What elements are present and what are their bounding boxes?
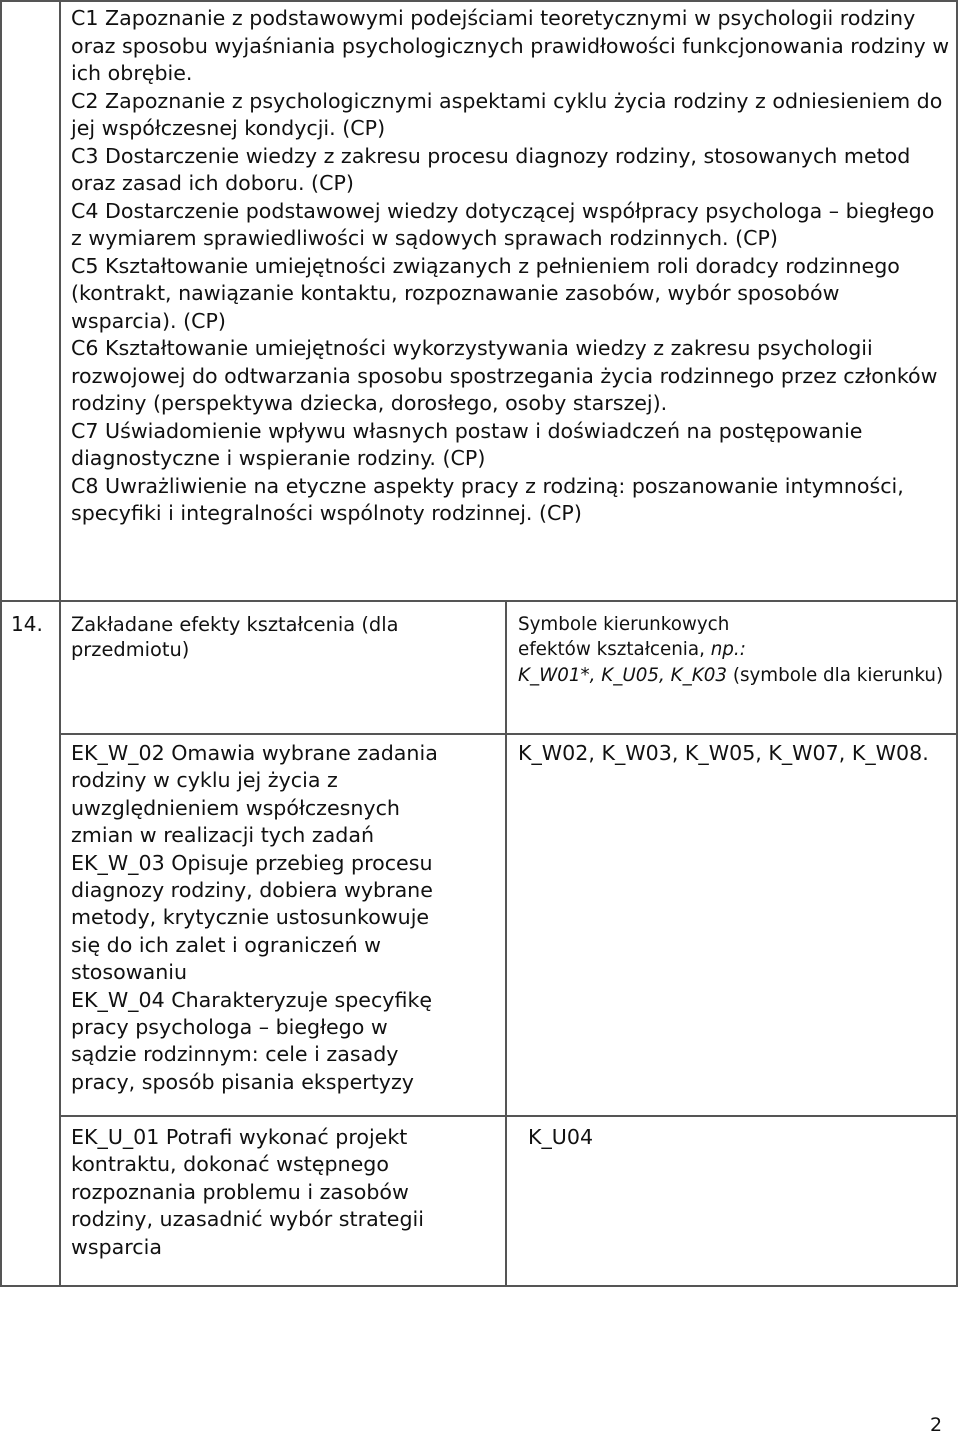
outcome-line: uwzględnieniem współczesnych xyxy=(71,795,400,820)
outcome-line: rozpoznania problemu i zasobów xyxy=(71,1179,409,1204)
symbols-header xyxy=(518,612,948,688)
goal-c7: C7 Uświadomienie wpływu własnych postaw i doświadczeń na postępowanie diagnostyczne i wspieranie rodziny. (CP) xyxy=(71,418,863,470)
goal-c5: C5 Kształtowanie umiejętności związanych z pełnieniem roli doradcy rodzinnego (kontrakt, nawiązanie kontaktu, rozpoznawanie zasobów, wybór sposobów wsparcia). (CP) xyxy=(71,253,900,333)
outcome-line: EK_W_04 Charakteryzuje specyfikę xyxy=(71,987,433,1012)
outcomes-header-label: Zakładane efekty kształcenia (dla przedmiotu) xyxy=(71,613,399,662)
outcome-line: pracy psychologa – biegłego w xyxy=(71,1015,388,1040)
outcome-line: rodziny w cyklu jej życia z xyxy=(71,768,338,793)
table-border-left xyxy=(0,0,2,1287)
goal-c2: C2 Zapoznanie z psychologicznymi aspektami cyklu życia rodziny z odniesieniem do jej współczesnej kondycji. (CP) xyxy=(71,88,943,140)
table-border-right xyxy=(956,0,958,1287)
outcome-row-2 xyxy=(71,1124,491,1261)
symbols-row-2: K_U04 xyxy=(528,1125,594,1149)
outcome-line: pracy, sposób pisania ekspertyzy xyxy=(71,1069,414,1094)
symbols-header-line2: efektów kształcenia, np.: xyxy=(518,639,746,661)
outcome-line: EK_W_02 Omawia wybrane zadania xyxy=(71,741,438,765)
goal-c3: C3 Dostarczenie wiedzy z zakresu procesu diagnozy rodziny, stosowanych metod oraz zasad ich doboru. (CP) xyxy=(71,143,911,195)
outcome-line: stosowaniu xyxy=(71,960,188,985)
course-goals xyxy=(71,5,951,528)
outcome-line: wsparcia xyxy=(71,1234,162,1259)
outcome-line: metody, krytycznie ustosunkowuje xyxy=(71,905,430,930)
goal-c4: C4 Dostarczenie podstawowej wiedzy dotyczącej współpracy psychologa – biegłego z wymiarem sprawiedliwości w sądowych sprawach rodzinnych. (CP) xyxy=(71,198,935,250)
table-divider-row xyxy=(59,1115,958,1117)
table-divider-number xyxy=(59,0,61,1287)
outcome-line: rodziny, uzasadnić wybór strategii xyxy=(71,1207,424,1232)
table-divider-goals xyxy=(0,600,958,602)
symbols-row-1: K_W02, K_W03, K_W05, K_W07, K_W08. xyxy=(518,741,929,765)
outcomes-header xyxy=(71,612,491,662)
table-border-bottom xyxy=(0,1285,958,1287)
symbols-header-line1: Symbole kierunkowych xyxy=(518,614,730,635)
goal-c6: C6 Kształtowanie umiejętności wykorzystywania wiedzy z zakresu psychologii rozwojowej do odtwarzania sposobu spostrzegania życia rodzinnego przez członków rodziny (perspektywa dziecka, dorosłego, osoby starszej). xyxy=(71,336,938,415)
outcome-line: EK_U_01 Potrafi wykonać projekt xyxy=(71,1125,408,1149)
table-divider-header xyxy=(59,733,958,735)
outcome-line: się do ich zalet i ograniczeń w xyxy=(71,932,382,957)
symbols-header-line3: K_W01*, K_U05, K_K03 (symbole dla kierunku) xyxy=(518,664,944,686)
section-number: 14. xyxy=(11,612,43,636)
outcome-line: zmian w realizacji tych zadań xyxy=(71,823,375,848)
page-number: 2 xyxy=(930,1414,943,1436)
outcome-line: diagnozy rodziny, dobiera wybrane xyxy=(71,878,433,903)
outcome-line: EK_W_03 Opisuje przebieg procesu xyxy=(71,850,433,875)
goal-c8: C8 Uwrażliwienie na etyczne aspekty pracy z rodziną: poszanowanie intymności, specyfiki i integralności wspólnoty rodzinnej. (CP) xyxy=(71,473,904,525)
outcome-row-1 xyxy=(71,740,491,1096)
table-divider-symbols xyxy=(505,600,507,1287)
outcome-line: sądzie rodzinnym: cele i zasady xyxy=(71,1042,399,1067)
table-border-top xyxy=(0,0,958,2)
goal-c1: C1 Zapoznanie z podstawowymi podejściami teoretycznymi w psychologii rodziny oraz sposobu wyjaśniania psychologicznych prawidłowości funkcjonowania rodziny w ich obrębie. xyxy=(71,6,950,85)
outcome-line: kontraktu, dokonać wstępnego xyxy=(71,1152,389,1177)
